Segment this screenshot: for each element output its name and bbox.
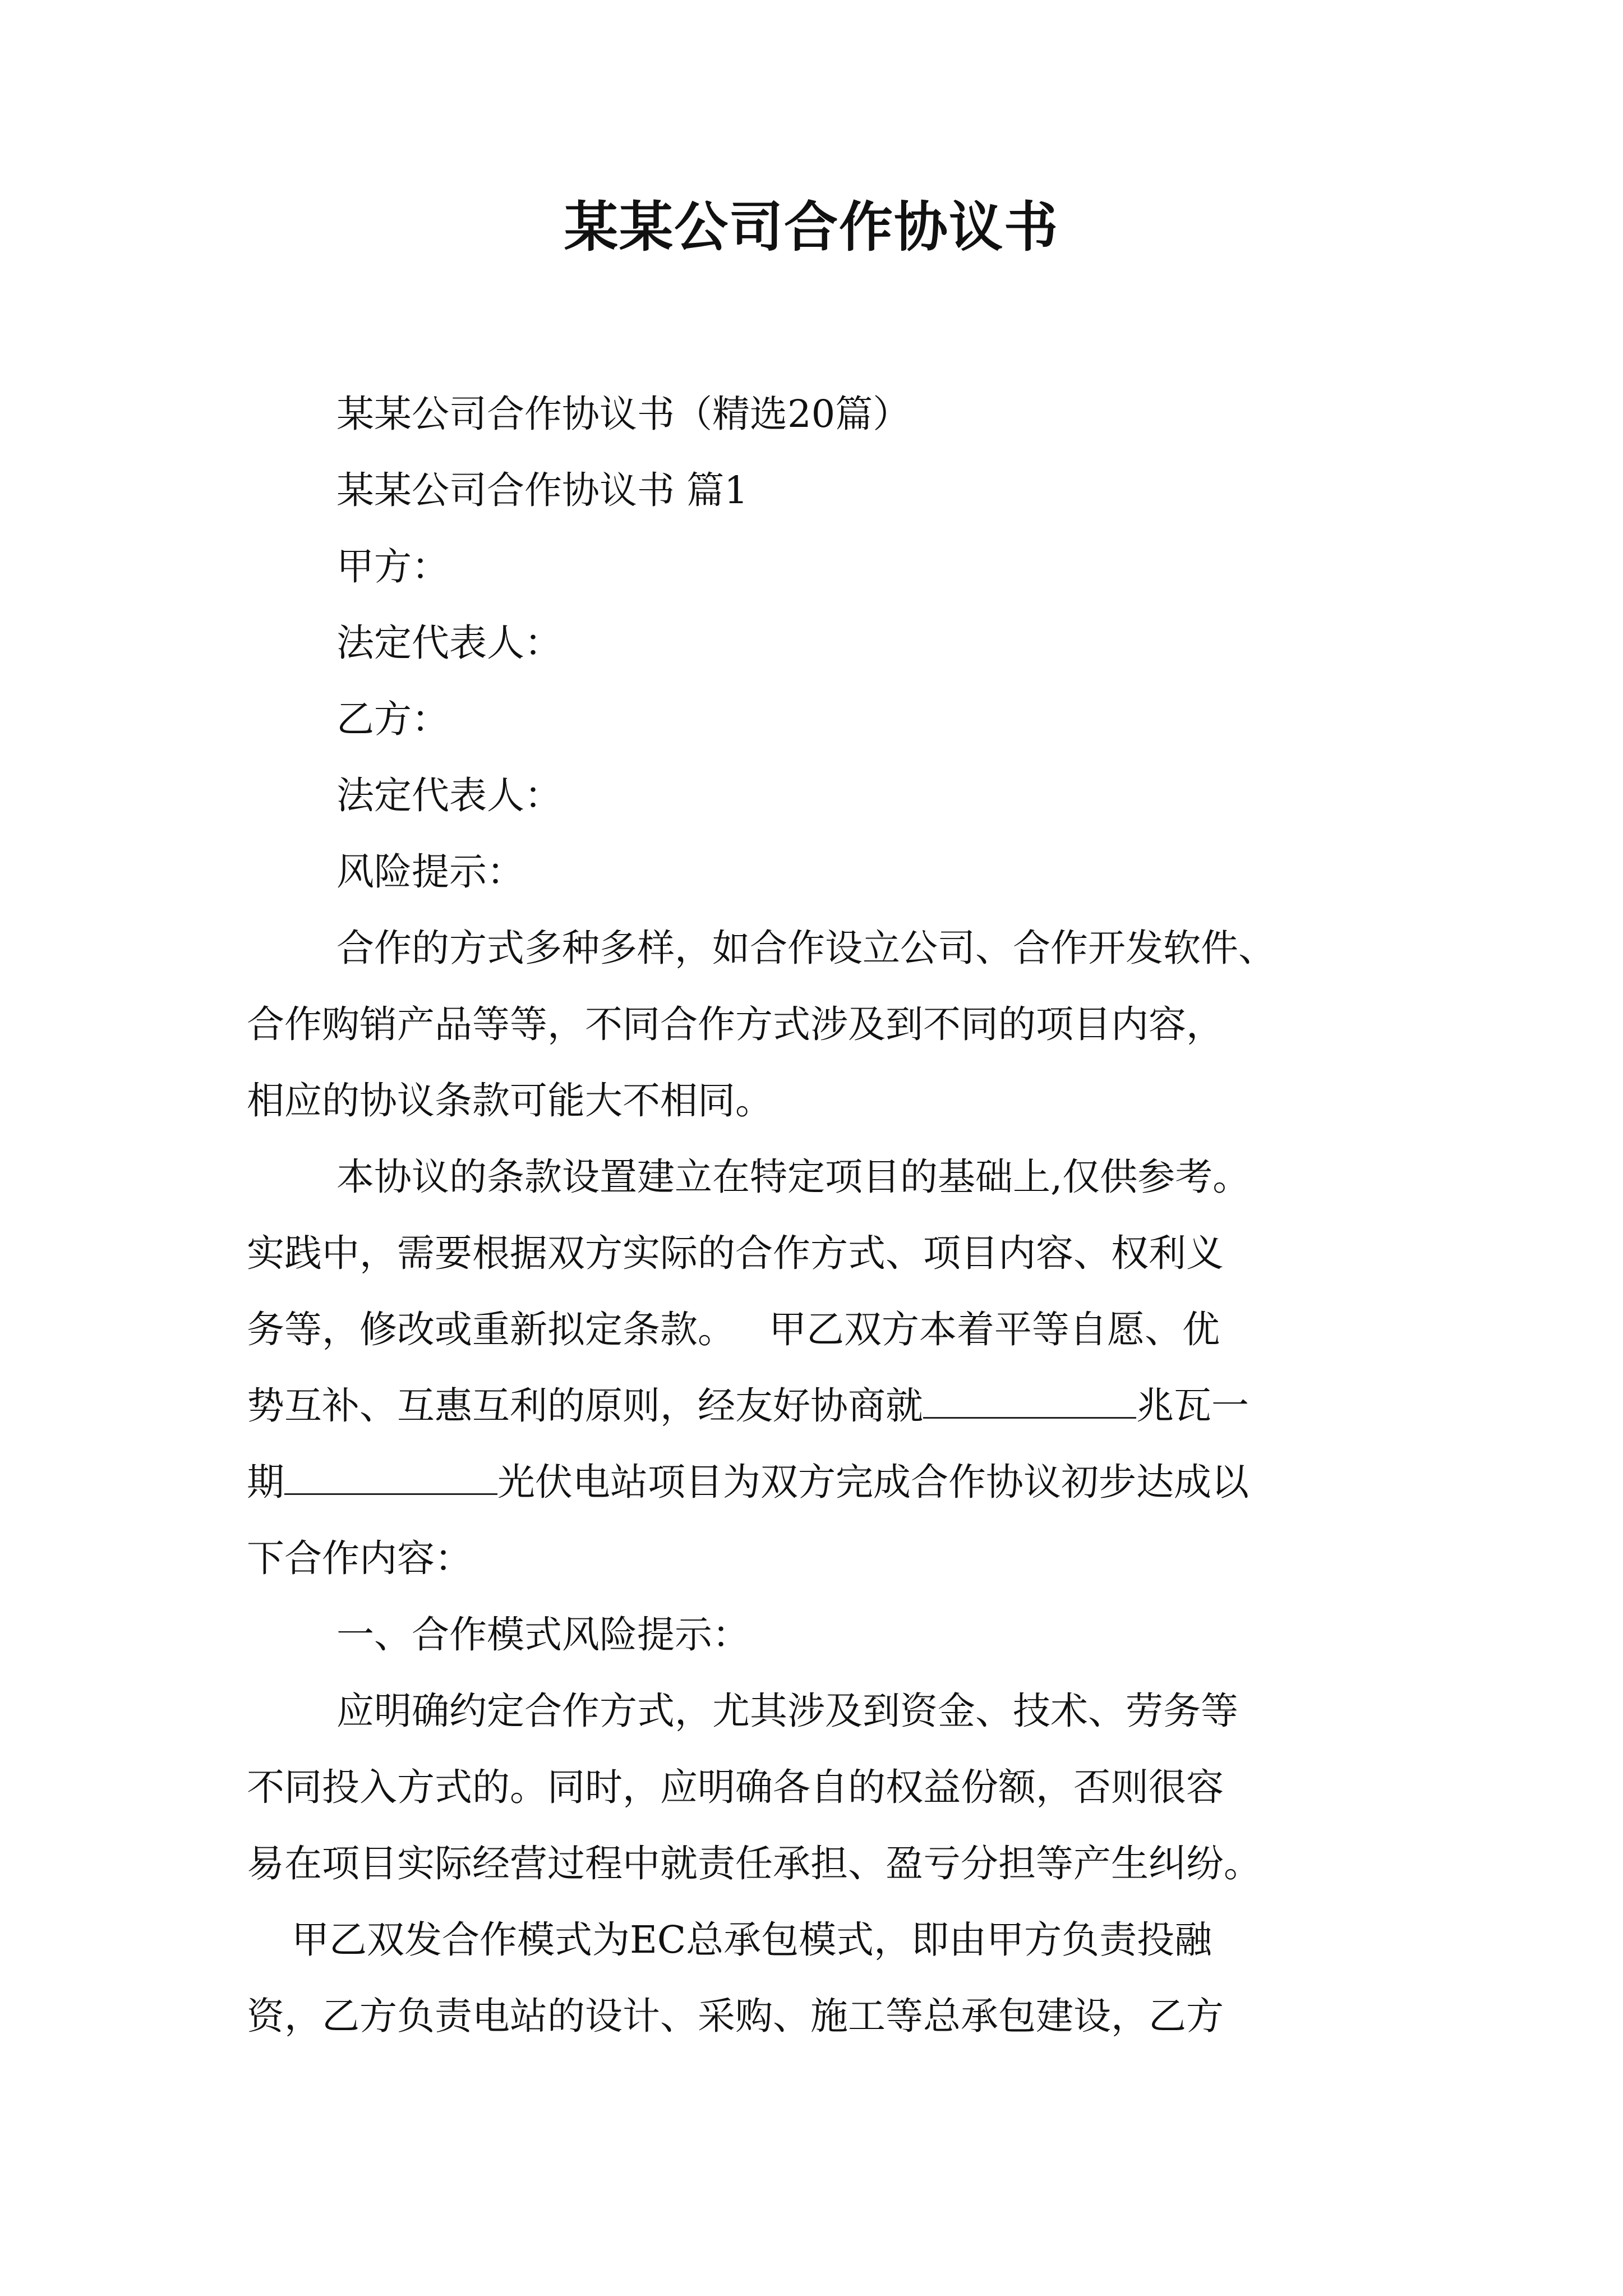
paragraph-line: 资，乙方负责电站的设计、采购、施工等总承包建设，乙方 [247,1994,1224,2038]
document-body [247,376,1391,2054]
party-a-rep-label: 法定代表人： [336,621,562,665]
paragraph-line [247,1291,1391,1368]
paragraph-line: 合作的方式多种多样，如合作设立公司、合作开发软件、 [336,926,1276,970]
paragraph-text: 势互补、互惠互利的原则，经友好协商就 [247,1384,923,1428]
paragraph-line: 本协议的条款设置建立在特定项目的基础上,仅供参考。 [336,1155,1251,1199]
paragraph-text: 务等，修改或重新拟定条款。 [247,1308,735,1351]
paragraph-line: 应明确约定合作方式，尤其涉及到资金、技术、劳务等 [336,1689,1238,1733]
heading-part: 某某公司合作协议书 篇1 [336,468,748,512]
paragraph-text: 甲乙双方本着平等自愿、优 [769,1308,1220,1351]
paragraph-text: 期 [247,1460,284,1504]
heading-collection: 某某公司合作协议书（精选20篇） [336,392,911,436]
paragraph-line: 相应的协议条款可能大不相同。 [247,1079,773,1122]
party-b-rep-label: 法定代表人： [336,774,562,817]
party-a-label: 甲方： [336,545,449,588]
paragraph-line [247,1444,1391,1520]
paragraph-line [247,1368,1391,1444]
paragraph-line: 易在项目实际经营过程中就责任承担、盈亏分担等产生纠纷。 [247,1842,1261,1885]
paragraph-line: 甲乙双发合作模式为EC总承包模式，即由甲方负责投融 [292,1918,1212,1962]
paragraph-text: 兆瓦一 [1136,1384,1249,1428]
paragraph-line: 下合作内容： [247,1536,472,1580]
party-b-label: 乙方： [336,697,449,741]
fill-in-blank-capacity[interactable] [923,1384,1136,1419]
document-title: 某某公司合作协议书 [564,195,1059,259]
fill-in-blank-project[interactable] [284,1461,497,1495]
paragraph-text: 光伏电站项目为双方完成合作协议初步达成以 [497,1460,1249,1504]
risk-label: 风险提示： [336,850,524,894]
paragraph-line: 不同投入方式的。同时，应明确各自的权益份额，否则很容 [247,1765,1224,1809]
paragraph-line: 实践中，需要根据双方实际的合作方式、项目内容、权利义 [247,1231,1224,1275]
section-heading: 一、合作模式风险提示： [336,1613,750,1657]
paragraph-line: 合作购销产品等等，不同合作方式涉及到不同的项目内容， [247,1002,1224,1046]
